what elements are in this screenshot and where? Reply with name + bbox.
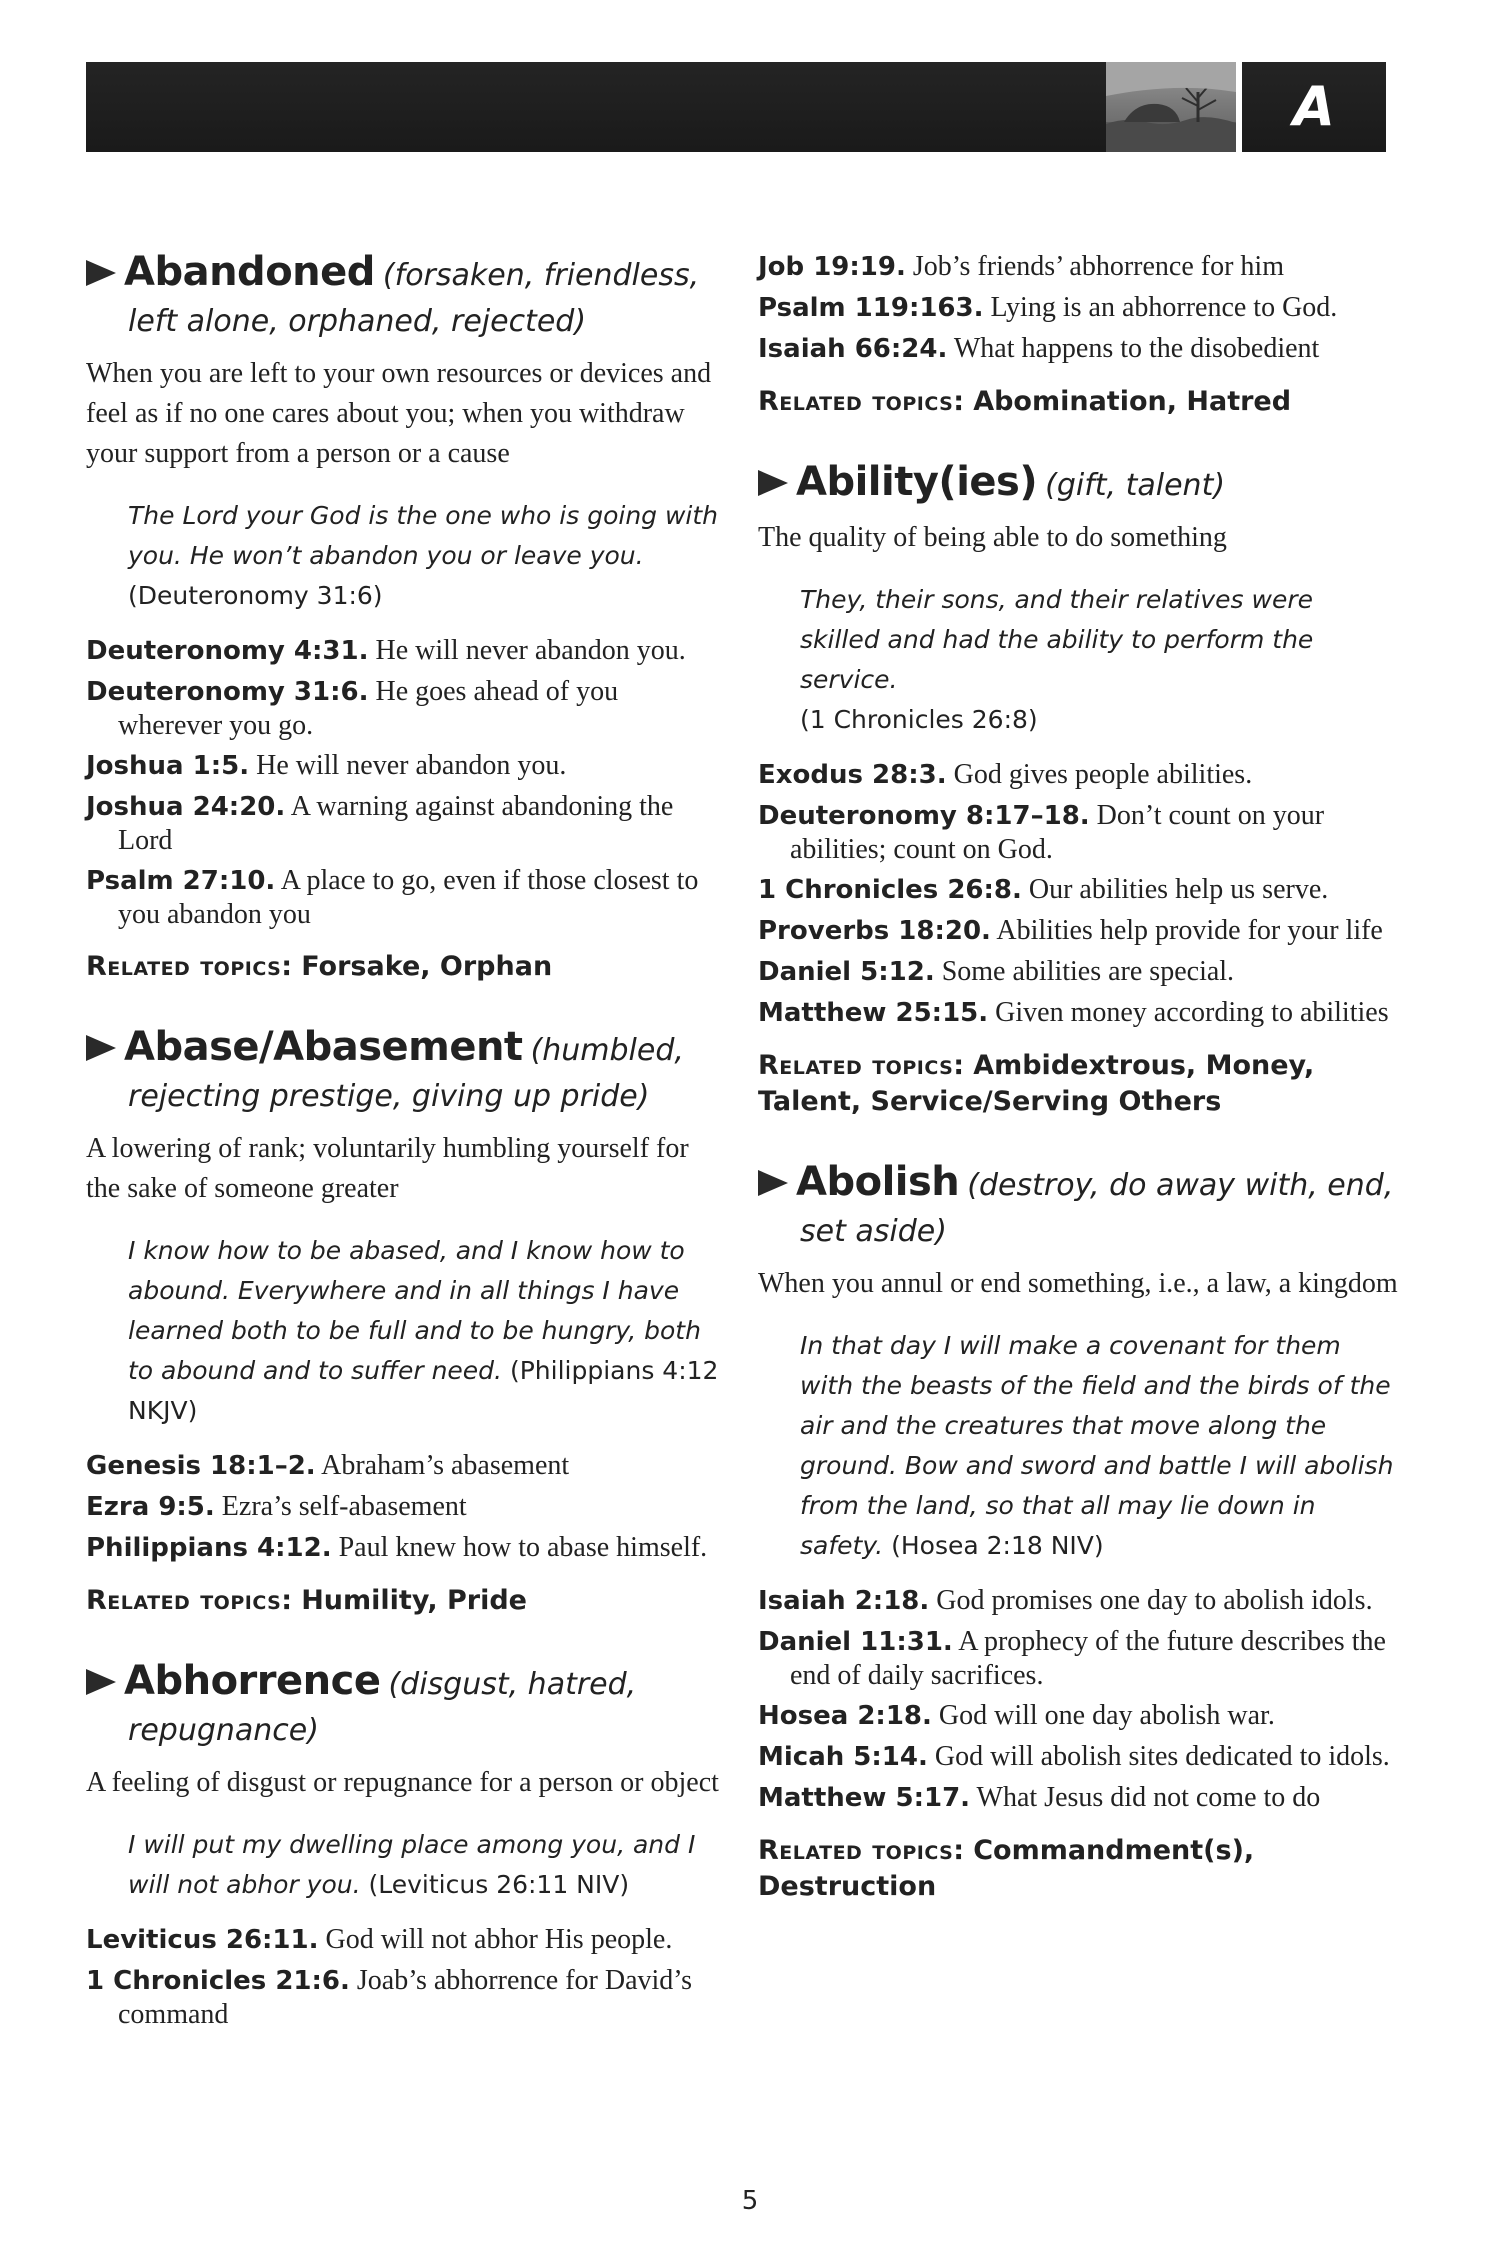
entry-title [86,1025,726,1119]
reference-text: A warning against abandoning the Lord [118,791,674,856]
entry-synonyms: (gift, talent) [1045,468,1226,503]
reference-text: What Jesus did not come to do [976,1782,1321,1813]
reference-item [86,864,726,931]
header-photo [1106,62,1236,152]
entry-abhorrence-continued [758,250,1398,420]
reference-item [758,996,1398,1030]
reference-label: Ezra 9:5. [86,1492,215,1522]
related-topics-label: Related topics: [758,1050,965,1081]
reference-label: Matthew 25:15. [758,998,989,1028]
entry-title [86,1659,726,1753]
related-topics [86,1583,726,1619]
scripture-quote [128,1825,726,1905]
triangle-bullet-icon [758,470,788,496]
reference-item [758,1584,1398,1618]
quote-text: I will put my dwelling place among you, and I will not abhor you. [128,1830,696,1899]
reference-text: God will one day abolish war. [938,1700,1275,1731]
entry-ability [758,460,1398,1120]
entry-definition: The quality of being able to do something [758,522,1227,553]
reference-text: Abilities help provide for your life [996,915,1383,946]
reference-label: Job 19:19. [758,252,906,282]
reference-list [86,1449,726,1565]
related-topics-label: Related topics: [86,1585,293,1616]
reference-label: Proverbs 18:20. [758,916,991,946]
quote-text: I know how to be abased, and I know how to abound. Everywhere and in all things I have learned both to be full and to be hungry, both to abound and to suffer need. [128,1236,701,1385]
related-topics-list: Humility, Pride [301,1585,527,1616]
reference-item [758,291,1398,325]
right-column [758,250,1398,1945]
reference-label: 1 Chronicles 26:8. [758,875,1022,905]
related-topics [758,384,1398,420]
reference-label: Leviticus 26:11. [86,1925,319,1955]
reference-text: A place to go, even if those closest to you abandon you [118,865,699,930]
reference-label: Joshua 1:5. [86,751,250,781]
reference-label: Isaiah 2:18. [758,1586,930,1616]
reference-label: Micah 5:14. [758,1742,928,1772]
reference-label: 1 Chronicles 21:6. [86,1966,350,1996]
reference-label: Isaiah 66:24. [758,334,948,364]
reference-label: Philippians 4:12. [86,1533,332,1563]
related-topics-list: Commandment(s), Destruction [758,1835,1255,1902]
related-topics-label: Related topics: [758,1835,965,1866]
entry-abandoned [86,250,726,985]
reference-text: Ezra’s self-abasement [221,1491,467,1522]
reference-item [758,799,1398,866]
quote-text: The Lord your God is the one who is going with you. He won’t abandon you or leave you. [128,501,719,570]
reference-text: Abraham’s abasement [321,1450,570,1481]
reference-item [86,675,726,742]
reference-text: Joab’s abhorrence for David’s command [118,1965,692,2030]
reference-text: Paul knew how to abase himself. [338,1532,708,1563]
entry-definition: When you annul or end something, i.e., a law, a kingdom [758,1268,1398,1299]
scripture-quote [128,496,726,616]
reference-text: Given money according to abilities [995,997,1389,1028]
reference-item [758,250,1398,284]
reference-label: Deuteronomy 31:6. [86,677,369,707]
entry-synonyms: (humbled, rejecting prestige, giving up pride) [128,1033,684,1114]
reference-text: He goes ahead of you wherever you go. [118,676,619,741]
reference-text: What happens to the disobedient [953,333,1320,364]
reference-list [758,1584,1398,1815]
entry-synonyms: (disgust, hatred, repugnance) [128,1667,637,1748]
related-topics-label: Related topics: [86,951,293,982]
triangle-bullet-icon [86,260,116,286]
reference-text: Some abilities are special. [941,956,1235,987]
related-topics-list: Forsake, Orphan [301,951,553,982]
reference-label: Hosea 2:18. [758,1701,932,1731]
entry-synonyms: (destroy, do away with, end, set aside) [800,1168,1394,1249]
reference-text: Our abilities help us serve. [1028,874,1329,905]
reference-list [758,250,1398,366]
quote-reference: (Philippians 4:12 NKJV) [128,1356,719,1425]
reference-label: Daniel 11:31. [758,1627,953,1657]
related-topics [758,1833,1398,1905]
reference-item [86,1449,726,1483]
reference-text: Don’t count on your abilities; count on God. [790,800,1325,865]
entry-abase [86,1025,726,1619]
reference-text: God gives people abilities. [953,759,1253,790]
reference-text: God will abolish sites dedicated to idols. [934,1741,1390,1772]
reference-text: He will never abandon you. [375,635,686,666]
triangle-bullet-icon [86,1035,116,1061]
reference-item [758,955,1398,989]
section-letter: A [1293,75,1335,138]
entry-title [86,250,726,344]
related-topics-list: Abomination, Hatred [973,386,1292,417]
reference-item [86,1490,726,1524]
reference-label: Matthew 5:17. [758,1783,971,1813]
reference-item [86,1531,726,1565]
reference-text: God promises one day to abolish idols. [936,1585,1373,1616]
left-column [86,250,726,2071]
triangle-bullet-icon [758,1170,788,1196]
reference-list [86,1923,726,2031]
scripture-quote [800,580,1398,740]
quote-reference: (Deuteronomy 31:6) [128,581,383,610]
entry-definition: A feeling of disgust or repugnance for a person or object [86,1767,719,1798]
entry-title [758,460,1398,508]
entry-word: Abase/Abasement [124,1024,523,1070]
reference-item [86,749,726,783]
entry-definition: When you are left to your own resources or devices and feel as if no one cares about you; when you withdraw your support from a person or a cause [86,358,712,469]
quote-reference: (Leviticus 26:11 NIV) [368,1870,630,1899]
reference-item [758,1625,1398,1692]
entry-abhorrence [86,1659,726,2031]
entry-word: Abhorrence [124,1658,381,1704]
reference-list [86,634,726,931]
related-topics [758,1048,1398,1120]
reference-item [758,1740,1398,1774]
scripture-quote [800,1326,1398,1566]
reference-label: Daniel 5:12. [758,957,935,987]
entry-word: Abandoned [124,249,375,295]
entry-definition: A lowering of rank; voluntarily humbling yourself for the sake of someone greater [86,1133,689,1204]
reference-item [86,1923,726,1957]
reference-text: God will not abhor His people. [325,1924,673,1955]
related-topics-list: Ambidextrous, Money, Talent, Service/Serving Others [758,1050,1315,1117]
quote-reference: (Hosea 2:18 NIV) [891,1531,1104,1560]
entry-title [758,1160,1398,1254]
quote-text: In that day I will make a covenant for them with the beasts of the field and the birds of the air and the creatures that move along the ground. Bow and sword and battle I will abolish from the land, so that all may lie down in safety. [800,1331,1394,1560]
reference-item [758,873,1398,907]
triangle-bullet-icon [86,1669,116,1695]
reference-text: He will never abandon you. [256,750,567,781]
reference-list [758,758,1398,1030]
reference-label: Genesis 18:1–2. [86,1451,316,1481]
entry-synonyms: (forsaken, friendless, left alone, orphaned, rejected) [128,258,700,339]
reference-item [758,914,1398,948]
reference-item [758,1781,1398,1815]
reference-label: Exodus 28:3. [758,760,947,790]
reference-item [86,790,726,857]
reference-item [86,1964,726,2031]
quote-text: They, their sons, and their relatives were skilled and had the ability to perform the service. [800,585,1314,694]
entry-word: Ability(ies) [796,459,1038,505]
reference-item [758,758,1398,792]
reference-label: Psalm 27:10. [86,866,276,896]
entry-word: Abolish [796,1159,960,1205]
scripture-quote [128,1231,726,1431]
reference-label: Joshua 24:20. [86,792,286,822]
reference-text: A prophecy of the future describes the end of daily sacrifices. [790,1626,1386,1691]
reference-label: Deuteronomy 8:17–18. [758,801,1090,831]
related-topics [86,949,726,985]
reference-text: Job’s friends’ abhorrence for him [912,251,1284,282]
page-number: 5 [741,2186,759,2216]
reference-item [758,332,1398,366]
reference-item [86,634,726,668]
reference-item [758,1699,1398,1733]
reference-label: Deuteronomy 4:31. [86,636,369,666]
entry-abolish [758,1160,1398,1905]
reference-label: Psalm 119:163. [758,293,984,323]
header-bar [86,62,1386,152]
landscape-photo-icon [1106,62,1236,152]
reference-text: Lying is an abhorrence to God. [990,292,1338,323]
related-topics-label: Related topics: [758,386,965,417]
quote-reference: (1 Chronicles 26:8) [800,705,1038,734]
